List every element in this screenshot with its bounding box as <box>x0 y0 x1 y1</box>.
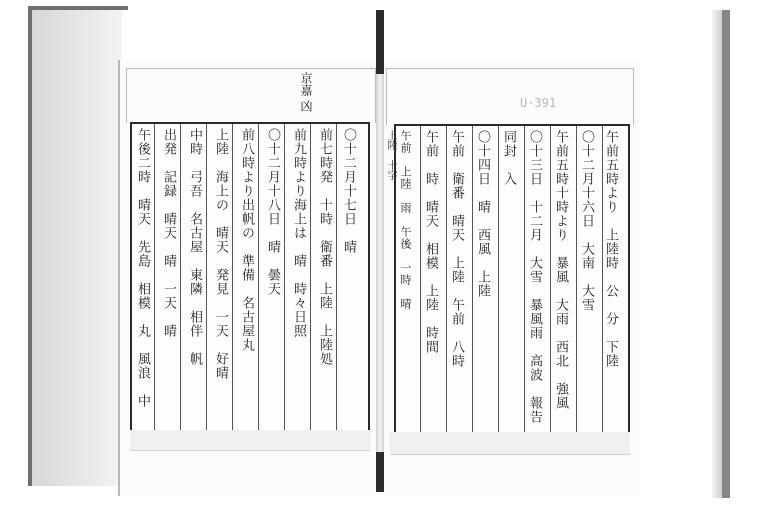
right-header-strip <box>386 68 634 125</box>
book-spine <box>376 10 384 74</box>
right-left-edge-note: 上陸 十字 <box>385 130 396 180</box>
left-col-1: 〇十二月十七日 晴 <box>341 128 356 254</box>
scan-right-border <box>722 10 730 498</box>
right-col-8: 午前 時 晴天 相模 上陸 時間 <box>423 130 438 354</box>
left-col-3: 前九時より海上は 晴 時々日照 <box>291 128 306 338</box>
right-col-7: 午前 衛番 晴天 上陸 午前 八時 <box>449 130 464 368</box>
right-col-5: 同封 入 <box>501 130 516 186</box>
right-col-9: 午前 上陸 雨 午後 一時 晴 <box>399 130 412 310</box>
left-header-strip <box>126 68 376 123</box>
left-col-8: 出発 記録 晴天 晴 一天 晴 <box>161 128 176 338</box>
left-page-shadow <box>32 10 122 486</box>
left-col-5: 前八時より出帆の 準備 名古屋丸 <box>239 128 254 352</box>
right-page-bottom-edge <box>390 432 630 455</box>
book-spine-bottom <box>376 452 384 492</box>
left-corner-note: 京嘉 凶 <box>299 72 313 112</box>
left-col-9: 午後二時 晴天 先島 相模 丸 風浪 中 <box>135 128 150 408</box>
right-col-4: 〇十三日 十二月 大雪 暴風雨 高波 報告 <box>527 130 542 424</box>
left-col-2: 前七時発 十時 衛番 上陸 上陸処 <box>317 128 332 366</box>
right-col-6: 〇十四日 晴 西風 上陸 <box>475 130 490 298</box>
right-col-2: 〇十二月十六日 大南 大雪 <box>579 130 594 312</box>
archive-stamp: U·391 <box>520 96 557 110</box>
left-col-7: 中時 弓吾 名古屋 東隣 相伴 帆 <box>187 128 202 366</box>
right-outer-shadow <box>712 10 722 498</box>
right-col-1: 午前五時より 上陸時 公 分 下陸 <box>603 130 618 368</box>
left-col-4: 〇十二月十八日 晴 曇天 <box>265 128 280 296</box>
left-page-bottom-edge <box>130 430 370 451</box>
left-col-6: 上陸 海上の 晴天 発見 一天 好晴 <box>213 128 228 380</box>
right-col-3: 午前五時十時より 暴風 大雨 西北 強風 <box>553 130 568 410</box>
